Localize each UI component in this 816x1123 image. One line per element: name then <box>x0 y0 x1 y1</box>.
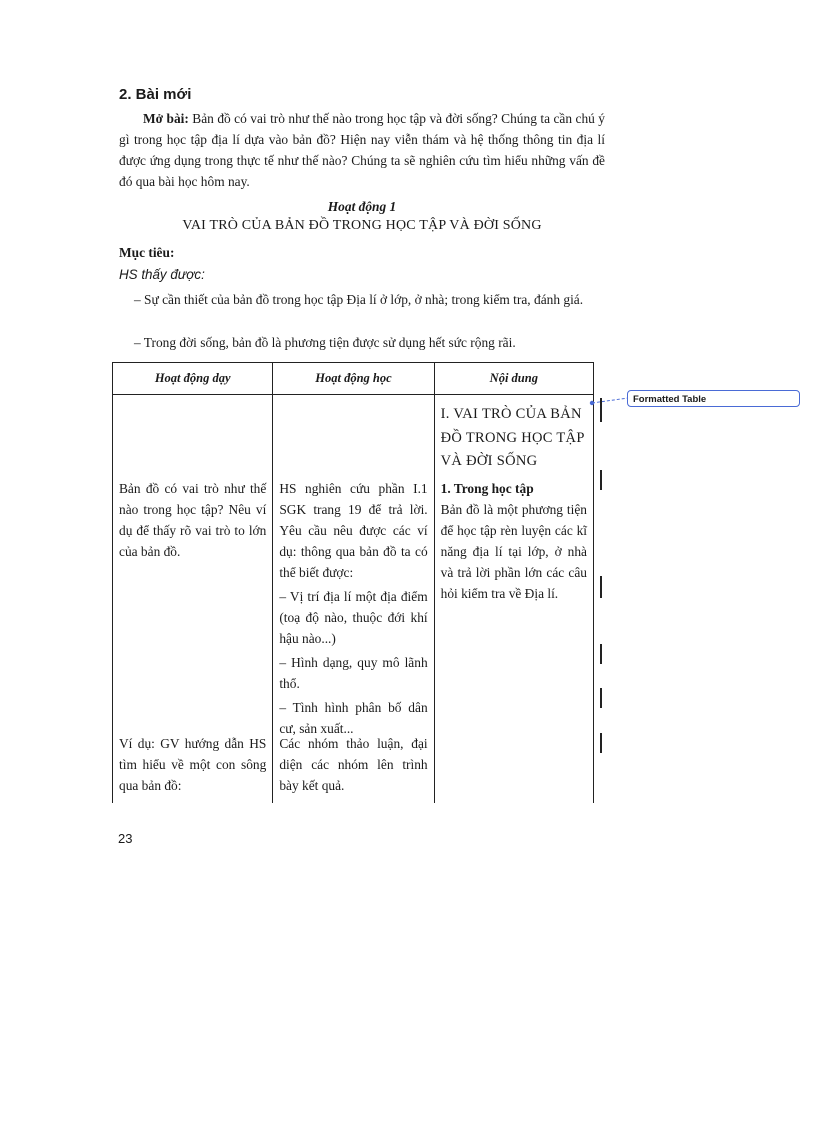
learn-cell <box>273 395 434 804</box>
table-header-row <box>113 363 594 395</box>
change-bar <box>600 688 602 708</box>
header-learn: Hoạt động học <box>273 363 434 395</box>
content-cell <box>434 395 593 804</box>
intro-paragraph <box>119 108 605 192</box>
change-bar <box>600 470 602 490</box>
content-heading: I. VAI TRÒ CỦA BẢN ĐỒ TRONG HỌC TẬP VÀ ĐỜI SỐNG <box>440 406 585 469</box>
objective-item: – Trong đời sống, bản đồ là phương tiện được sử dụng hết sức rộng rãi. <box>134 335 516 350</box>
learn-text: HS nghiên cứu phần I.1 SGK trang 19 để trả lời. Yêu cầu nêu được các ví dụ: thông qua bản đồ ta có thể biết được: <box>279 481 428 580</box>
learn-block <box>279 478 427 742</box>
section-title: 2. Bài mới <box>119 86 192 103</box>
activity-label: Hoạt động 1 <box>327 199 397 214</box>
objectives-label: Mục tiêu: <box>119 245 175 260</box>
content-subheading: 1. Trong học tập <box>440 481 534 496</box>
change-bar <box>600 576 602 598</box>
intro-label: Mở bài: <box>143 111 189 126</box>
header-content: Nội dung <box>434 363 593 395</box>
header-teach: Hoạt động dạy <box>113 363 273 395</box>
learn-text: Các nhóm thảo luận, đại diện các nhóm lên trình bày kết quả. <box>279 736 428 793</box>
page-number: 23 <box>118 831 133 846</box>
comment-balloon[interactable]: Formatted Table <box>627 390 800 407</box>
learn-text: – Vị trí địa lí một địa điểm (toạ độ nào, thuộc đới khí hậu nào...) <box>279 589 428 646</box>
lesson-table <box>112 362 594 803</box>
objectives-sublabel: HS thấy được: <box>119 267 205 282</box>
teach-text: Ví dụ: GV hướng dẫn HS tìm hiểu về một con sông qua bản đồ: <box>119 736 267 793</box>
objective-item: – Sự cần thiết của bản đồ trong học tập Địa lí ở lớp, ở nhà; trong kiểm tra, đánh giá. <box>134 292 584 307</box>
learn-text: – Tình hình phân bố dân cư, sản xuất... <box>279 700 428 736</box>
change-bar <box>600 733 602 753</box>
intro-text: Bản đồ có vai trò như thế nào trong học tập và đời sống? Chúng ta cần chú ý gì trong học tập địa lí dựa vào bản đồ? Hiện nay viễn thám và hệ thống thông tin địa lí được ứng dụng trong thực tế như thế nào? Chúng ta sẽ nghiên cứu tìm hiểu những vấn đề đó qua bài học hôm nay. <box>119 111 605 189</box>
activity-heading: VAI TRÒ CỦA BẢN ĐỒ TRONG HỌC TẬP VÀ ĐỜI SỐNG <box>182 218 542 233</box>
content-text: Bản đồ là một phương tiện để học tập rèn luyện các kĩ năng địa lí tại lớp, ở nhà và trả lời phần lớn các câu hỏi kiểm tra về Địa lí. <box>440 502 587 601</box>
comment-connector <box>588 392 630 408</box>
table-row <box>113 395 594 804</box>
teach-cell <box>113 395 273 804</box>
change-bar <box>600 644 602 664</box>
learn-text: – Hình dạng, quy mô lãnh thổ. <box>279 655 428 691</box>
teach-text: Bản đồ có vai trò như thế nào trong học tập? Nêu ví dụ để thấy rõ vai trò to lớn của bản đồ. <box>119 481 267 559</box>
